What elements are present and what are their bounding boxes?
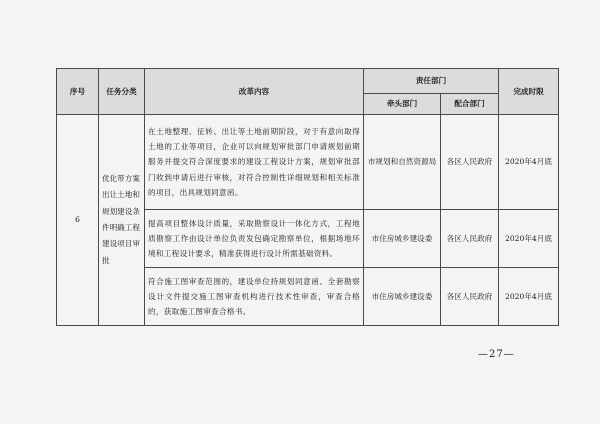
content-cell: 提高项目整体设计质量，采取勘察设计一体化方式，工程地质勘察工作由设计单位负责发包确定勘察单位，根据场地环境和工程设计要求，精准获得进行设计所需基础资料。 [145, 210, 364, 268]
header-lead: 牵头部门 [364, 94, 441, 115]
header-seq: 序号 [57, 69, 99, 115]
header-content: 改革内容 [145, 69, 364, 115]
deadline-cell: 2020年4月底 [499, 268, 559, 326]
seq-cell: 6 [57, 115, 99, 326]
header-deadline: 完成时限 [499, 69, 559, 115]
reform-task-table [56, 68, 559, 326]
deadline-cell: 2020年4月底 [499, 115, 559, 210]
header-responsible: 责任部门 [364, 69, 499, 94]
lead-cell: 市规划和自然资源局 [364, 115, 441, 210]
header-category: 任务分类 [99, 69, 145, 115]
table-row [57, 115, 559, 210]
cooperate-cell: 各区人民政府 [441, 115, 499, 210]
page-number: —27— [478, 349, 515, 360]
header-cooperate: 配合部门 [441, 94, 499, 115]
lead-cell: 市住房城乡建设委 [364, 268, 441, 326]
category-cell: 优化带方案出让土地和规划建设条件明确工程建设项目审批 [99, 115, 145, 326]
cooperate-cell: 各区人民政府 [441, 268, 499, 326]
content-cell: 符合施工图审查范围的，建设单位持规划同意函、全套勘察设计文件提交施工图审查机构进行技术性审查，审查合格的，获取施工图审查合格书。 [145, 268, 364, 326]
deadline-cell: 2020年4月底 [499, 210, 559, 268]
content-cell: 在土地整理、征转、出让等土地前期阶段，对于有意向取得土地的工业等项目，企业可以向规划审批部门申请规划前期服务并提交符合深度要求的建设工程设计方案，规划审批部门收到申请后进行审核，对符合控制性详细规划和相关标准的项目，出具规划同意函。 [145, 115, 364, 210]
header-row-1 [57, 69, 559, 94]
lead-cell: 市住房城乡建设委 [364, 210, 441, 268]
cooperate-cell: 各区人民政府 [441, 210, 499, 268]
